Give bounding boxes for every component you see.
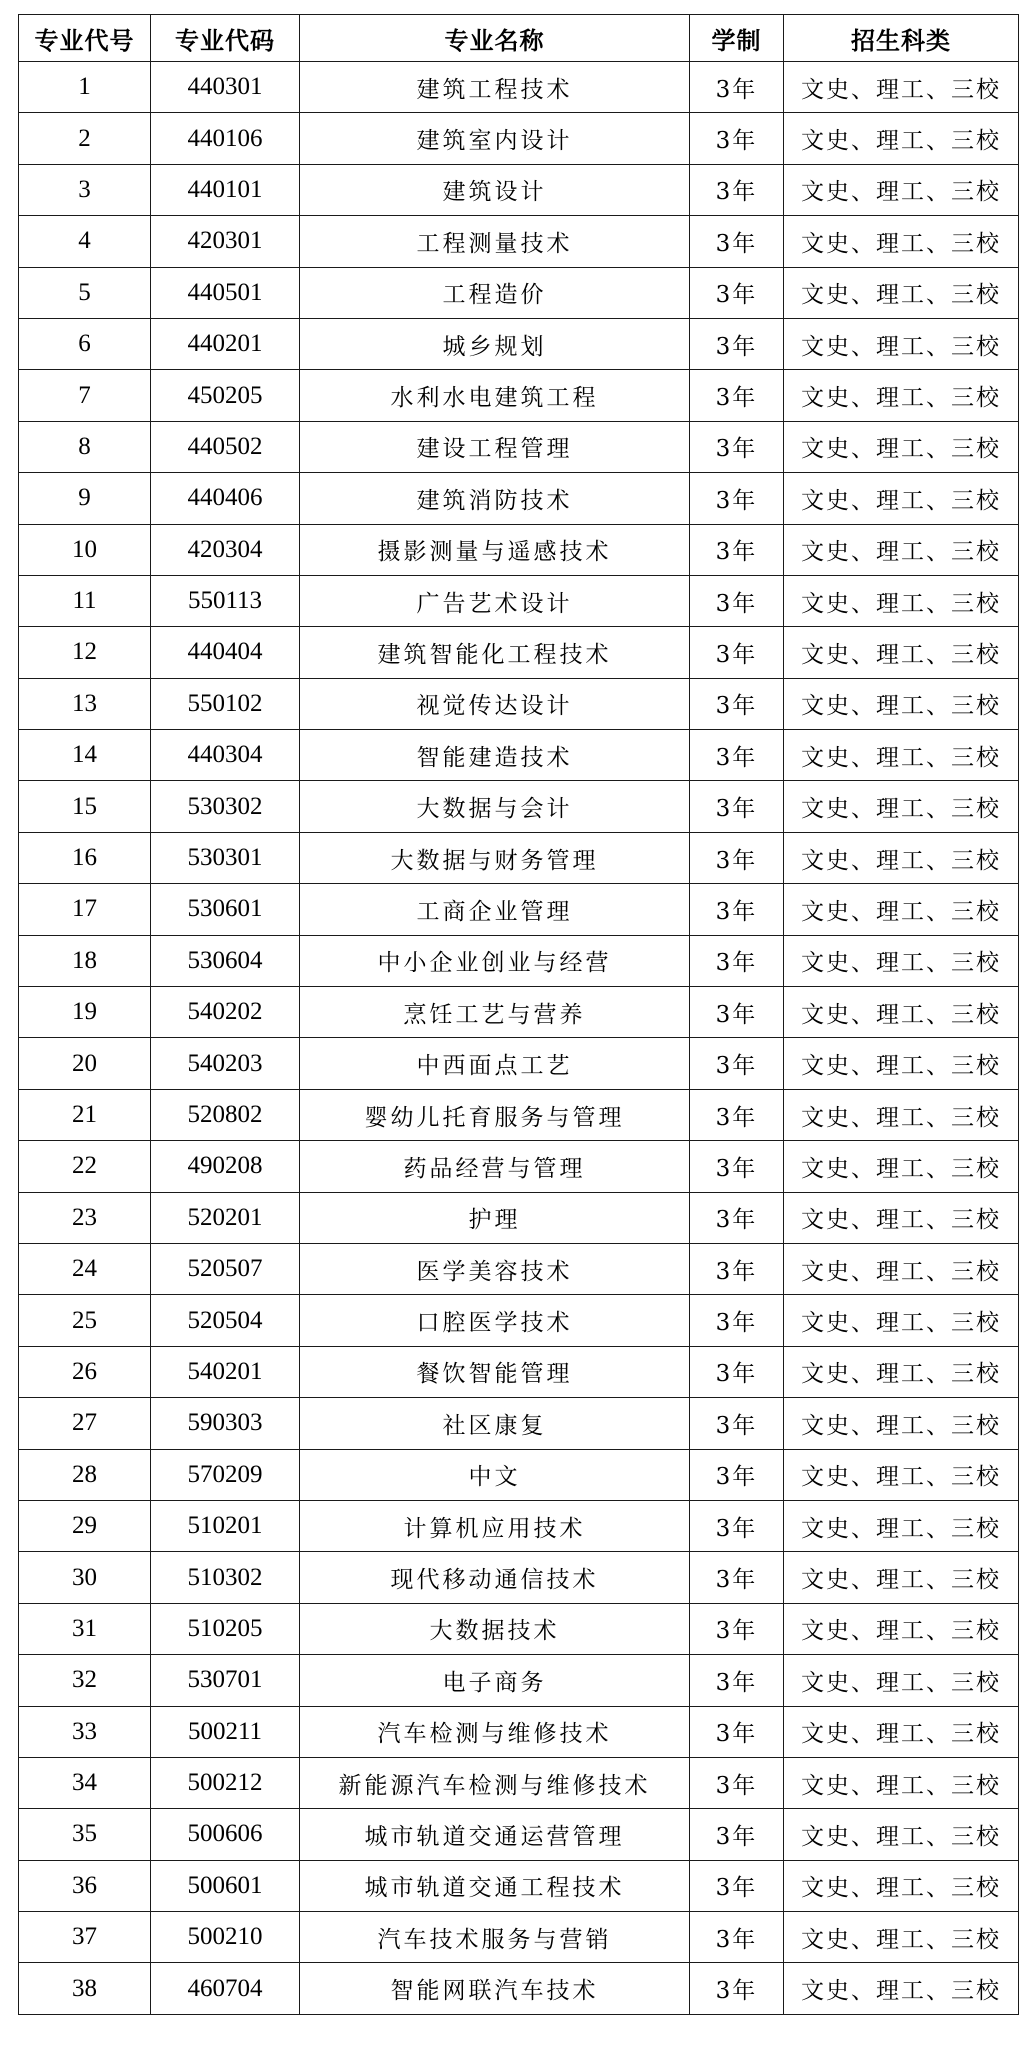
cell-category: 文史、理工、三校 [784,1038,1019,1089]
cell-seq: 22 [19,1141,151,1192]
table-row [19,113,1019,164]
cell-category: 文史、理工、三校 [784,1860,1019,1911]
table-row [19,1089,1019,1140]
cell-seq: 35 [19,1809,151,1860]
cell-name: 摄影测量与遥感技术 [300,524,690,575]
cell-name: 大数据技术 [300,1603,690,1654]
table-row [19,1500,1019,1551]
table-row [19,1603,1019,1654]
table-row [19,627,1019,678]
cell-name: 中文 [300,1449,690,1500]
cell-category: 文史、理工、三校 [784,1243,1019,1294]
table-row [19,524,1019,575]
cell-seq: 5 [19,267,151,318]
table-body [19,62,1019,2015]
cell-name: 电子商务 [300,1655,690,1706]
cell-category: 文史、理工、三校 [784,1500,1019,1551]
cell-category: 文史、理工、三校 [784,524,1019,575]
cell-code: 500212 [151,1757,300,1808]
cell-category: 文史、理工、三校 [784,627,1019,678]
cell-duration: 3年 [690,1089,784,1140]
cell-duration: 3年 [690,1346,784,1397]
table-row [19,1449,1019,1500]
cell-duration: 3年 [690,164,784,215]
cell-seq: 17 [19,884,151,935]
cell-category: 文史、理工、三校 [784,113,1019,164]
cell-code: 460704 [151,1963,300,2014]
cell-name: 中小企业创业与经营 [300,935,690,986]
cell-name: 烹饪工艺与营养 [300,987,690,1038]
cell-name: 现代移动通信技术 [300,1552,690,1603]
cell-name: 护理 [300,1192,690,1243]
cell-seq: 34 [19,1757,151,1808]
cell-seq: 15 [19,781,151,832]
cell-category: 文史、理工、三校 [784,1089,1019,1140]
cell-code: 550102 [151,678,300,729]
cell-name: 城乡规划 [300,318,690,369]
cell-category: 文史、理工、三校 [784,1295,1019,1346]
cell-duration: 3年 [690,1912,784,1963]
cell-duration: 3年 [690,575,784,626]
cell-code: 510302 [151,1552,300,1603]
table-row [19,1809,1019,1860]
table-row [19,781,1019,832]
cell-category: 文史、理工、三校 [784,1809,1019,1860]
cell-duration: 3年 [690,627,784,678]
cell-seq: 14 [19,730,151,781]
cell-category: 文史、理工、三校 [784,730,1019,781]
cell-seq: 16 [19,832,151,883]
cell-code: 530301 [151,832,300,883]
table-row [19,832,1019,883]
cell-seq: 32 [19,1655,151,1706]
cell-category: 文史、理工、三校 [784,987,1019,1038]
cell-name: 工程造价 [300,267,690,318]
cell-name: 汽车技术服务与营销 [300,1912,690,1963]
cell-code: 540203 [151,1038,300,1089]
cell-category: 文史、理工、三校 [784,1706,1019,1757]
cell-name: 大数据与会计 [300,781,690,832]
cell-category: 文史、理工、三校 [784,678,1019,729]
cell-name: 餐饮智能管理 [300,1346,690,1397]
cell-code: 540202 [151,987,300,1038]
cell-code: 520201 [151,1192,300,1243]
cell-seq: 2 [19,113,151,164]
cell-duration: 3年 [690,1192,784,1243]
table-row [19,62,1019,113]
cell-seq: 38 [19,1963,151,2014]
cell-code: 500601 [151,1860,300,1911]
cell-duration: 3年 [690,1141,784,1192]
cell-duration: 3年 [690,1655,784,1706]
cell-category: 文史、理工、三校 [784,164,1019,215]
cell-duration: 3年 [690,1038,784,1089]
cell-seq: 4 [19,216,151,267]
table-row [19,267,1019,318]
cell-category: 文史、理工、三校 [784,781,1019,832]
cell-code: 570209 [151,1449,300,1500]
cell-category: 文史、理工、三校 [784,473,1019,524]
cell-seq: 3 [19,164,151,215]
cell-code: 440501 [151,267,300,318]
table-row [19,1963,1019,2014]
cell-category: 文史、理工、三校 [784,832,1019,883]
table-row [19,216,1019,267]
table-row [19,1295,1019,1346]
cell-code: 420301 [151,216,300,267]
cell-duration: 3年 [690,267,784,318]
cell-duration: 3年 [690,832,784,883]
table-row [19,1141,1019,1192]
cell-code: 420304 [151,524,300,575]
cell-name: 建筑工程技术 [300,62,690,113]
table-row [19,370,1019,421]
header-row [19,15,1019,62]
cell-seq: 13 [19,678,151,729]
cell-name: 建设工程管理 [300,421,690,472]
table-row [19,1192,1019,1243]
cell-seq: 21 [19,1089,151,1140]
cell-duration: 3年 [690,1449,784,1500]
cell-category: 文史、理工、三校 [784,1655,1019,1706]
cell-duration: 3年 [690,1603,784,1654]
cell-code: 440106 [151,113,300,164]
cell-code: 530701 [151,1655,300,1706]
cell-duration: 3年 [690,370,784,421]
cell-name: 建筑智能化工程技术 [300,627,690,678]
cell-name: 建筑设计 [300,164,690,215]
cell-code: 530302 [151,781,300,832]
cell-duration: 3年 [690,318,784,369]
cell-name: 汽车检测与维修技术 [300,1706,690,1757]
header-category: 招生科类 [784,15,1019,62]
header-name: 专业名称 [300,15,690,62]
cell-category: 文史、理工、三校 [784,935,1019,986]
table-row [19,421,1019,472]
table-row [19,1655,1019,1706]
cell-category: 文史、理工、三校 [784,421,1019,472]
table-row [19,1912,1019,1963]
cell-category: 文史、理工、三校 [784,1963,1019,2014]
cell-duration: 3年 [690,935,784,986]
cell-category: 文史、理工、三校 [784,370,1019,421]
cell-seq: 20 [19,1038,151,1089]
table-row [19,1243,1019,1294]
table-row [19,473,1019,524]
header-seq: 专业代号 [19,15,151,62]
cell-name: 大数据与财务管理 [300,832,690,883]
cell-name: 水利水电建筑工程 [300,370,690,421]
cell-duration: 3年 [690,1860,784,1911]
cell-code: 440201 [151,318,300,369]
cell-name: 新能源汽车检测与维修技术 [300,1757,690,1808]
cell-category: 文史、理工、三校 [784,1912,1019,1963]
table-row [19,318,1019,369]
table-row [19,1860,1019,1911]
cell-seq: 28 [19,1449,151,1500]
cell-name: 口腔医学技术 [300,1295,690,1346]
header-duration: 学制 [690,15,784,62]
cell-duration: 3年 [690,1552,784,1603]
cell-name: 婴幼儿托育服务与管理 [300,1089,690,1140]
cell-category: 文史、理工、三校 [784,1141,1019,1192]
table-row [19,935,1019,986]
cell-category: 文史、理工、三校 [784,1346,1019,1397]
cell-duration: 3年 [690,473,784,524]
cell-seq: 7 [19,370,151,421]
cell-seq: 24 [19,1243,151,1294]
table-row [19,1706,1019,1757]
cell-seq: 29 [19,1500,151,1551]
cell-duration: 3年 [690,1243,784,1294]
cell-seq: 30 [19,1552,151,1603]
cell-seq: 25 [19,1295,151,1346]
cell-name: 医学美容技术 [300,1243,690,1294]
cell-duration: 3年 [690,1757,784,1808]
cell-category: 文史、理工、三校 [784,575,1019,626]
cell-category: 文史、理工、三校 [784,1449,1019,1500]
table-row [19,730,1019,781]
cell-seq: 31 [19,1603,151,1654]
cell-code: 500606 [151,1809,300,1860]
cell-seq: 11 [19,575,151,626]
cell-seq: 6 [19,318,151,369]
cell-seq: 9 [19,473,151,524]
cell-name: 城市轨道交通工程技术 [300,1860,690,1911]
cell-name: 中西面点工艺 [300,1038,690,1089]
cell-name: 工程测量技术 [300,216,690,267]
cell-code: 520507 [151,1243,300,1294]
table-row [19,1346,1019,1397]
majors-table [18,14,1019,2015]
cell-code: 450205 [151,370,300,421]
cell-category: 文史、理工、三校 [784,318,1019,369]
cell-seq: 37 [19,1912,151,1963]
cell-category: 文史、理工、三校 [784,1552,1019,1603]
cell-duration: 3年 [690,678,784,729]
cell-code: 500211 [151,1706,300,1757]
cell-duration: 3年 [690,524,784,575]
cell-seq: 10 [19,524,151,575]
cell-code: 490208 [151,1141,300,1192]
cell-category: 文史、理工、三校 [784,884,1019,935]
cell-code: 540201 [151,1346,300,1397]
cell-name: 智能建造技术 [300,730,690,781]
cell-name: 药品经营与管理 [300,1141,690,1192]
cell-name: 广告艺术设计 [300,575,690,626]
cell-seq: 8 [19,421,151,472]
table-row [19,678,1019,729]
cell-code: 550113 [151,575,300,626]
table-row [19,1038,1019,1089]
cell-code: 440101 [151,164,300,215]
cell-seq: 18 [19,935,151,986]
table-row [19,164,1019,215]
table-row [19,1398,1019,1449]
cell-name: 城市轨道交通运营管理 [300,1809,690,1860]
cell-category: 文史、理工、三校 [784,267,1019,318]
cell-duration: 3年 [690,781,784,832]
cell-code: 530604 [151,935,300,986]
cell-category: 文史、理工、三校 [784,1603,1019,1654]
cell-code: 440304 [151,730,300,781]
cell-duration: 3年 [690,884,784,935]
cell-code: 530601 [151,884,300,935]
header-code: 专业代码 [151,15,300,62]
cell-seq: 19 [19,987,151,1038]
cell-name: 智能网联汽车技术 [300,1963,690,2014]
cell-seq: 27 [19,1398,151,1449]
cell-seq: 23 [19,1192,151,1243]
table-row [19,884,1019,935]
cell-name: 建筑消防技术 [300,473,690,524]
cell-category: 文史、理工、三校 [784,62,1019,113]
cell-category: 文史、理工、三校 [784,216,1019,267]
cell-seq: 36 [19,1860,151,1911]
cell-duration: 3年 [690,1295,784,1346]
cell-code: 510205 [151,1603,300,1654]
table-row [19,1552,1019,1603]
table-row [19,1757,1019,1808]
cell-seq: 12 [19,627,151,678]
cell-code: 500210 [151,1912,300,1963]
cell-duration: 3年 [690,1809,784,1860]
cell-name: 建筑室内设计 [300,113,690,164]
cell-duration: 3年 [690,730,784,781]
cell-duration: 3年 [690,1706,784,1757]
cell-name: 工商企业管理 [300,884,690,935]
cell-code: 440301 [151,62,300,113]
cell-duration: 3年 [690,113,784,164]
cell-duration: 3年 [690,216,784,267]
cell-duration: 3年 [690,987,784,1038]
cell-seq: 26 [19,1346,151,1397]
cell-code: 520504 [151,1295,300,1346]
cell-name: 社区康复 [300,1398,690,1449]
cell-code: 520802 [151,1089,300,1140]
cell-category: 文史、理工、三校 [784,1398,1019,1449]
cell-category: 文史、理工、三校 [784,1757,1019,1808]
cell-duration: 3年 [690,1398,784,1449]
cell-duration: 3年 [690,1500,784,1551]
cell-code: 440502 [151,421,300,472]
table-row [19,575,1019,626]
cell-name: 计算机应用技术 [300,1500,690,1551]
cell-code: 510201 [151,1500,300,1551]
cell-code: 440404 [151,627,300,678]
cell-code: 590303 [151,1398,300,1449]
majors-table-container [18,14,1018,2015]
cell-duration: 3年 [690,62,784,113]
cell-code: 440406 [151,473,300,524]
cell-category: 文史、理工、三校 [784,1192,1019,1243]
cell-duration: 3年 [690,1963,784,2014]
cell-seq: 33 [19,1706,151,1757]
cell-name: 视觉传达设计 [300,678,690,729]
cell-seq: 1 [19,62,151,113]
cell-duration: 3年 [690,421,784,472]
table-header [19,15,1019,62]
table-row [19,987,1019,1038]
